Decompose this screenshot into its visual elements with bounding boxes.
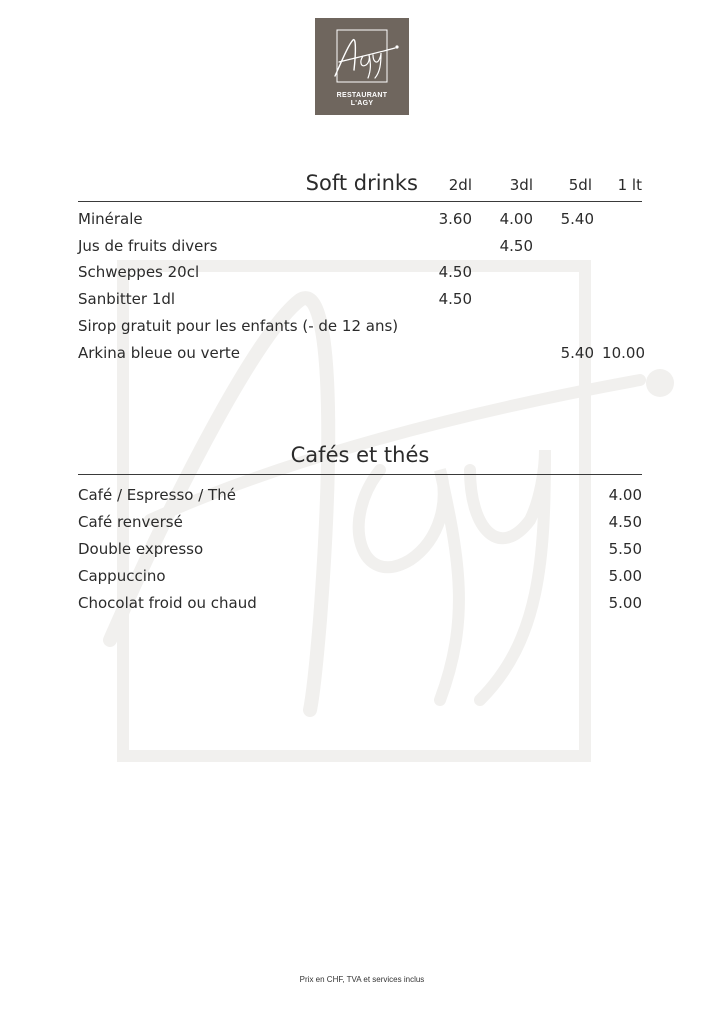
column-header-2dl: 2dl — [448, 176, 472, 194]
column-header-1lt: 1 lt — [617, 176, 642, 194]
logo-name-text: L'AGY — [350, 100, 374, 107]
menu-item-price: 5.00 — [608, 594, 642, 612]
price-2dl: 4.50 — [438, 263, 472, 281]
price-2dl: 4.50 — [438, 290, 472, 308]
menu-item-name: Sanbitter 1dl — [78, 290, 176, 308]
menu-item-name: Cappuccino — [78, 567, 166, 585]
menu-item-name: Café renversé — [78, 513, 183, 531]
price-1lt: 10.00 — [602, 344, 645, 362]
menu-item-name: Jus de fruits divers — [78, 237, 218, 255]
menu-item-price: 4.50 — [608, 513, 642, 531]
price-5dl: 5.40 — [560, 344, 594, 362]
price-2dl: 3.60 — [438, 210, 472, 228]
price-5dl: 5.40 — [560, 210, 594, 228]
menu-item-name: Sirop gratuit pour les enfants (- de 12 ans) — [78, 317, 399, 335]
column-header-5dl: 5dl — [568, 176, 592, 194]
footer-note: Prix en CHF, TVA et services inclus — [299, 975, 425, 984]
cafes-divider — [78, 474, 642, 475]
soft-drinks-section — [78, 170, 645, 370]
menu-item-name: Chocolat froid ou chaud — [78, 594, 257, 612]
menu-item-price: 4.00 — [608, 486, 642, 504]
menu-item-name: Double expresso — [78, 540, 204, 558]
menu-item-name: Arkina bleue ou verte — [78, 344, 241, 362]
restaurant-logo — [315, 18, 409, 115]
cafes-section — [78, 442, 642, 622]
logo-restaurant-text: RESTAURANT — [336, 92, 388, 99]
menu-item-name: Café / Espresso / Thé — [78, 486, 236, 504]
column-header-3dl: 3dl — [509, 176, 533, 194]
menu-item-name: Minérale — [78, 210, 143, 228]
menu-item-price: 5.50 — [608, 540, 642, 558]
price-3dl: 4.00 — [499, 210, 533, 228]
soft-drinks-divider — [78, 201, 642, 202]
menu-item-name: Schweppes 20cl — [78, 263, 200, 281]
soft-drinks-title: Soft drinks — [305, 171, 418, 195]
cafes-title: Cafés et thés — [290, 443, 430, 467]
menu-item-price: 5.00 — [608, 567, 642, 585]
price-3dl: 4.50 — [499, 237, 533, 255]
